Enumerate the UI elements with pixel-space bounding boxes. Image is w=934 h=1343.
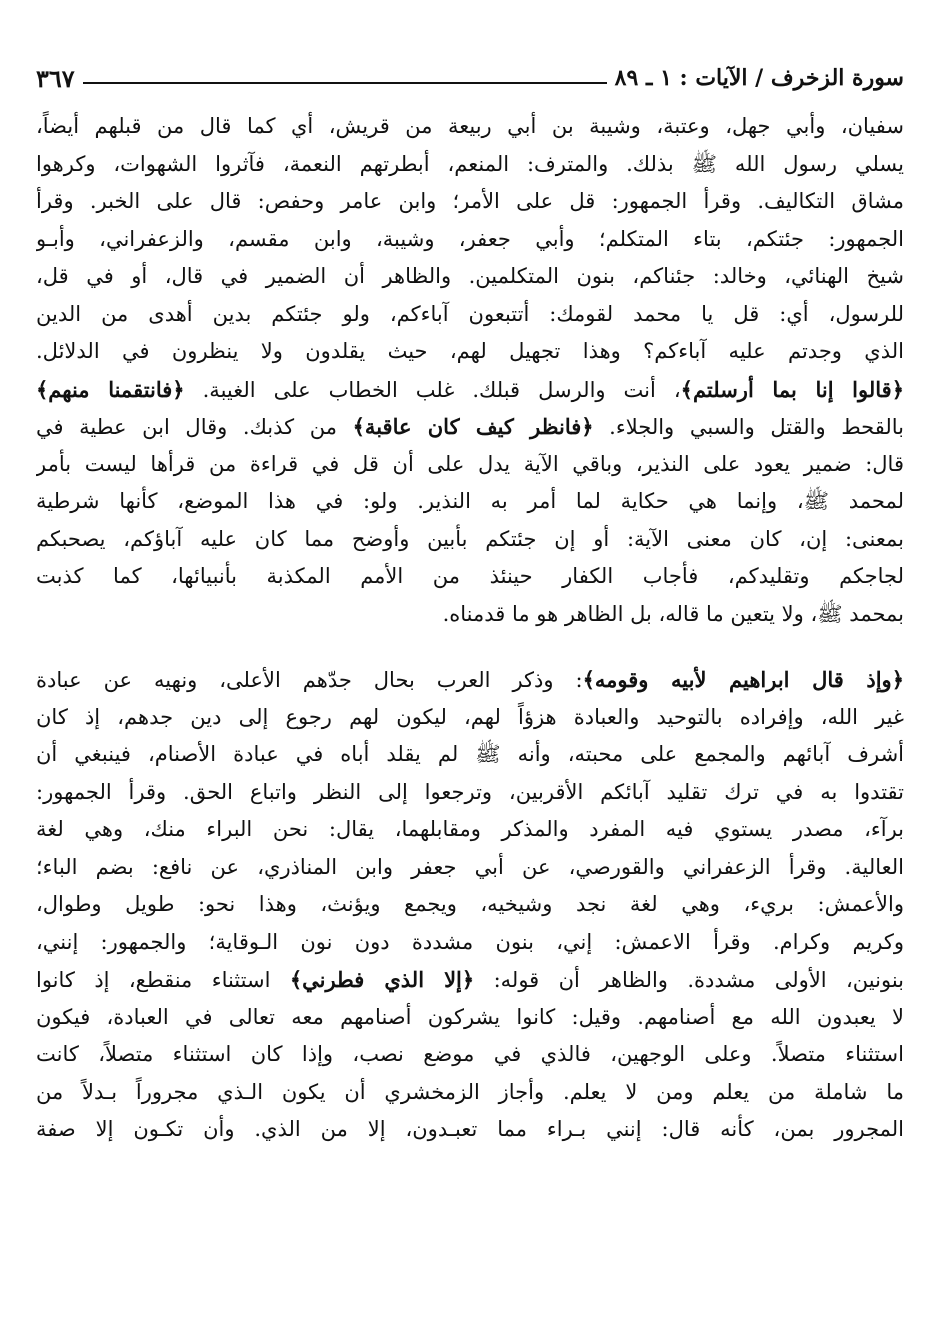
text-line: يسلي رسول الله ﷺ بذلك. والمترف: المنعم، أبطرتهم النعمة، فآثروا الشهوات، وكرهوا xyxy=(36,151,904,176)
text-line: ما شاملة من يعلم ومن لا يعلم. وأجاز الزمخشري أن يكون الـذي مجروراً بـدلاً من xyxy=(36,1079,904,1104)
text-run: بنونين، الأولى مشددة. والظاهر أن قوله: xyxy=(474,968,904,992)
page-number: ٣٦٧ xyxy=(36,63,75,93)
text-line: سفيان، وأبي جهل، وعتبة، وشيبة بن أبي ربيعة من قريش، أي كما قال من قبلهم أيضاً، xyxy=(36,114,904,138)
text-line xyxy=(36,661,904,699)
text-line xyxy=(36,408,904,446)
quran-quote: ﴿إلا الذي فطرني﴾ xyxy=(289,967,475,992)
text-line: الذي وجدتم عليه آباءكم؟ وهذا تجهيل لهم، حيث يقلدون ولا ينظرون في الدلائل. xyxy=(36,339,904,363)
text-line: قال: ضمير يعود على النذير، وباقي الآية يدل على أن قل في قراءة من قرأها ليست بأمر xyxy=(36,451,904,476)
text-line: مشاق التكاليف. وقرأ الجمهور: قل على الأمر؛ وابن عامر وحفص: قال على الخبر. وقرأ xyxy=(36,189,904,213)
header-rule xyxy=(83,82,607,84)
text-line: لا يعبدون الله مع أصنامهم. وقيل: كانوا يشركون أصنامهم معه تعالى في العبادة، فيكون xyxy=(36,1004,904,1029)
quran-quote: ﴿وإذ قال ابراهيم لأبيه وقومه﴾ xyxy=(582,667,904,692)
text-line: أشرف آبائهم والمجمع على محبته، وأنه ﷺ لم يقلد أباه في عبادة الأصنام، فينبغي أن xyxy=(36,742,904,766)
text-run: : وذكر العرب بحال جدّهم الأعلى، ونهيه عن عبادة xyxy=(36,668,583,692)
text-run: استثناء منقطع، إذ كانوا xyxy=(36,968,290,992)
text-line: تقتدوا به في ترك تقليد آبائكم الأقربين، وترجعوا إلى النظر واتباع الحق. وقرأ الجمهور: xyxy=(36,779,904,804)
text-line: الجمهور: جئتكم، بتاء المتكلم؛ وأبي جعفر، وشيبة، وابن مقسم، والزعفراني، وأبـو xyxy=(36,226,904,251)
text-run: من كذبك. وقال ابن عطية في xyxy=(36,415,353,439)
text-line: العالية. وقرأ الزعفراني والقورصي، عن أبي جعفر وابن المناذري، عن نافع: بضم الباء؛ xyxy=(36,854,904,879)
quran-quote: ﴿قالوا إنا بما أرسلتم﴾ xyxy=(680,376,904,402)
text-line xyxy=(36,961,904,999)
quran-quote: ﴿فانتقمنا منهم﴾ xyxy=(36,376,185,402)
text-line: لجاجكم وتقليدكم، فأجاب الكفار حينئذ من الأمم المكذبة بأنبيائها، كما كذبت xyxy=(36,564,904,588)
text-line: بمحمد ﷺ، ولا يتعين ما قاله، بل الظاهر هو ما قدمناه. xyxy=(442,601,904,626)
text-run: بالقحط والقتل والسبي والجلاء. xyxy=(593,415,904,439)
text-line: استثناء متصلاً. وعلى الوجهين، فالذي في موضع نصب، وإذا كان استثناء متصلاً، كانت xyxy=(36,1042,904,1066)
text-line: غير الله، وإفراده بالتوحيد والعبادة هزؤاً لهم، ليكون لهم رجوع إلى دين جدهم، إذ كان xyxy=(36,704,904,729)
text-line: للرسول، أي: قل يا محمد لقومك: أتتبعون آباءكم، ولو جئتكم بدين أهدى من الدين xyxy=(36,301,904,326)
body-text xyxy=(36,108,904,1149)
surah-title: سورة الزخرف / الآيات : ١ ـ ٨٩ xyxy=(614,65,904,91)
text-line: شيخ الهنائي، وخالد: جئناكم، بنون المتكلمين. والظاهر أن الضمير في قال، أو في قل، xyxy=(36,264,904,288)
text-line: لمحمد ﷺ، وإنما هي حكاية لما أمر به النذير. ولو: في هذا الموضع، كأنها شرطية xyxy=(36,489,904,513)
text-line: برآء، مصدر يستوي فيه المفرد والمذكر ومقابلهما، يقال: نحن البراء منك، وهي لغة xyxy=(36,817,904,841)
text-line: بمعنى: إن، كان معنى الآية: أو إن جئتكم بأبين وأوضح مما كان عليه آباؤكم، يصحبكم xyxy=(36,526,904,551)
text-line xyxy=(36,371,904,409)
quran-quote: ﴿فانظر كيف كان عاقبة﴾ xyxy=(352,414,594,439)
text-line: وكريم وكرام. وقرأ الاعمش: إني، بنون مشددة دون نون الـوقاية؛ والجمهور: إنني، xyxy=(36,929,904,954)
text-run: ، أنت والرسل قبلك. غلب الخطاب على الغيبة. xyxy=(184,377,681,402)
text-line: المجرور بمن، كأنه قال: إنني بـراء مما تعبـدون، إلا من الذي. وأن تكـون إلا صفة xyxy=(36,1117,904,1141)
paragraph-gap xyxy=(36,633,904,661)
running-header xyxy=(36,58,904,98)
text-line: والأعمش: بريء، وهي لغة نجد وشيخيه، ويجمع ويؤنث، وهذا نحو: طويل وطوال، xyxy=(36,892,904,916)
